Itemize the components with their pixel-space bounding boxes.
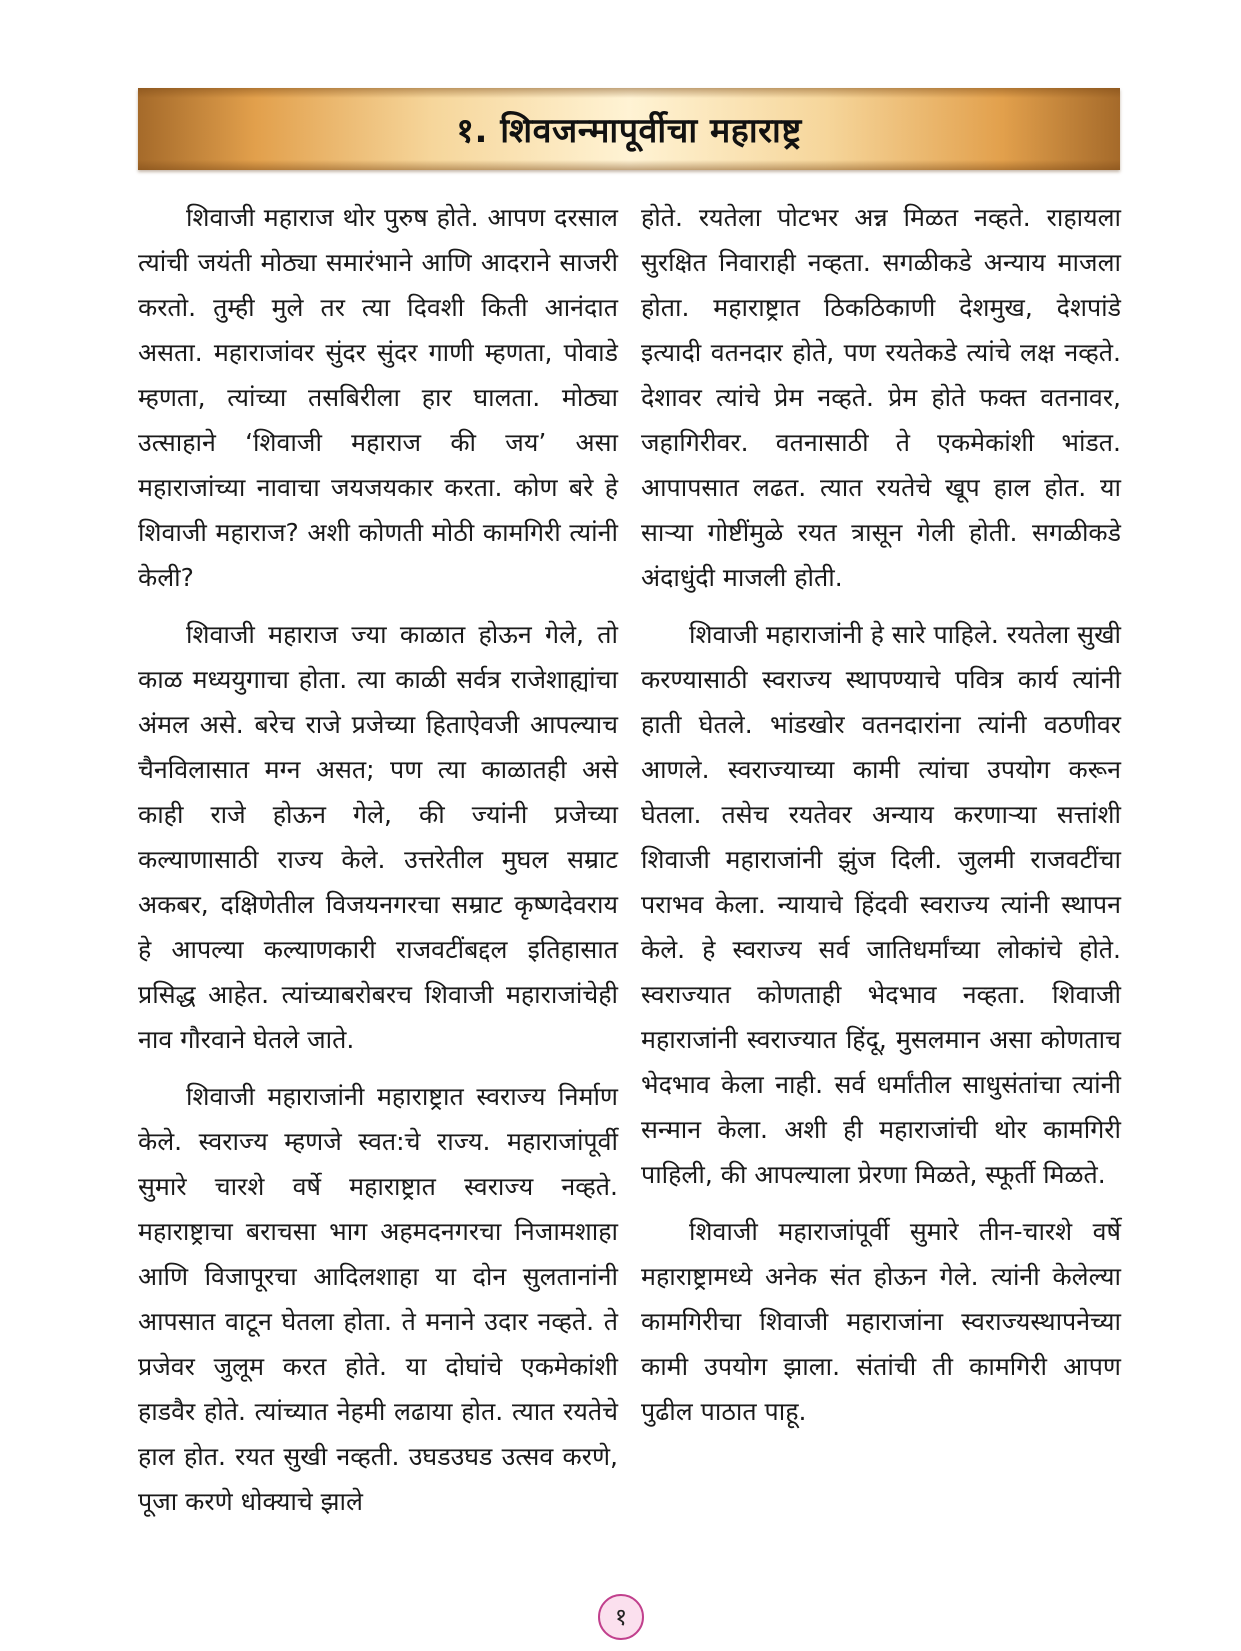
page-number: १ — [598, 1594, 644, 1640]
chapter-title: १. शिवजन्मापूर्वीचा महाराष्ट्र — [456, 111, 802, 151]
paragraph: शिवाजी महाराज ज्या काळात होऊन गेले, तो काळ मध्ययुगाचा होता. त्या काळी सर्वत्र राजेशाह्यांचा अंमल असे. बरेच राजे प्रजेच्या हिताऐवजी आपल्याच चैनविलासात मग्न असत; पण त्या काळातही असे काही राजे होऊन गेले, की ज्यांनी प्रजेच्या कल्याणासाठी राज्य केले. उत्तरेतील मुघल सम्राट अकबर, दक्षिणेतील विजयनगरचा सम्राट कृष्णदेवराय हे आपल्या कल्याणकारी राजवटींबद्दल इतिहासात प्रसिद्ध आहेत. त्यांच्याबरोबरच शिवाजी महाराजांचेही नाव गौरवाने घेतले जाते. — [138, 620, 618, 1054]
paragraph: शिवाजी महाराजांनी महाराष्ट्रात स्वराज्य निर्माण केले. स्वराज्य म्हणजे स्वत:चे राज्य. महाराजांपूर्वी सुमारे चारशे वर्षे महाराष्ट्रात स्वराज्य नव्हते. महाराष्ट्राचा बराचसा भाग अहमदनगरचा निजामशाहा आणि विजापूरचा आदिलशाहा या दोन सुलतानांनी आपसात वाटून घेतला होता. ते मनाने उदार नव्हते. ते प्रजेवर जुलूम करत होते. या दोघांचे एकमेकांशी हाडवैर होते. त्यांच्यात नेहमी लढाया होत. त्यात रयतेचे हाल होत. रयत सुखी नव्हती. उघडउघड उत्सव करणे, पूजा करणे धोक्याचे झाले — [138, 1082, 618, 1516]
paragraph: शिवाजी महाराजांपूर्वी सुमारे तीन-चारशे वर्षे महाराष्ट्रामध्ये अनेक संत होऊन गेले. त्यांनी केलेल्या कामगिरीचा शिवाजी महाराजांना स्वराज्यस्थापनेच्या कामी उपयोग झाला. संतांची ती कामगिरी आपण पुढील पाठात पाहू. — [641, 1217, 1121, 1426]
chapter-title-banner — [138, 88, 1120, 170]
paragraph-continued: होते. रयतेला पोटभर अन्न मिळत नव्हते. राहायला सुरक्षित निवाराही नव्हता. सगळीकडे अन्याय माजला होता. महाराष्ट्रात ठिकठिकाणी देशमुख, देशपांडे इत्यादी वतनदार होते, पण रयतेकडे त्यांचे लक्ष नव्हते. देशावर त्यांचे प्रेम नव्हते. प्रेम होते फक्त वतनावर, जहागिरीवर. वतनासाठी ते एकमेकांशी भांडत. आपापसात लढत. त्यात रयतेचे खूप हाल होत. या साऱ्या गोष्टींमुळे रयत त्रासून गेली होती. सगळीकडे अंदाधुंदी माजली होती. — [641, 203, 1121, 592]
left-column — [138, 195, 618, 1536]
paragraph: शिवाजी महाराजांनी हे सारे पाहिले. रयतेला सुखी करण्यासाठी स्वराज्य स्थापण्याचे पवित्र कार्य त्यांनी हाती घेतले. भांडखोर वतनदारांना त्यांनी वठणीवर आणले. स्वराज्याच्या कामी त्यांचा उपयोग करून घेतला. तसेच रयतेवर अन्याय करणाऱ्या सत्तांशी शिवाजी महाराजांनी झुंज दिली. जुलमी राजवटींचा पराभव केला. न्यायाचे हिंदवी स्वराज्य त्यांनी स्थापन केले. हे स्वराज्य सर्व जातिधर्मांच्या लोकांचे होते. स्वराज्यात कोणताही भेदभाव नव्हता. शिवाजी महाराजांनी स्वराज्यात हिंदू, मुसलमान असा कोणताच भेदभाव केला नाही. सर्व धर्मांतील साधुसंतांचा त्यांनी सन्मान केला. अशी ही महाराजांची थोर कामगिरी पाहिली, की आपल्याला प्रेरणा मिळते, स्फूर्ती मिळते. — [641, 620, 1121, 1189]
paragraph: शिवाजी महाराज थोर पुरुष होते. आपण दरसाल त्यांची जयंती मोठ्या समारंभाने आणि आदराने साजरी करतो. तुम्ही मुले तर त्या दिवशी किती आनंदात असता. महाराजांवर सुंदर सुंदर गाणी म्हणता, पोवाडे म्हणता, त्यांच्या तसबिरीला हार घालता. मोठ्या उत्साहाने ‘शिवाजी महाराज की जय’ असा महाराजांच्या नावाचा जयजयकार करता. कोण बरे हे शिवाजी महाराज? अशी कोणती मोठी कामगिरी त्यांनी केली? — [138, 203, 618, 592]
right-column — [641, 195, 1121, 1446]
